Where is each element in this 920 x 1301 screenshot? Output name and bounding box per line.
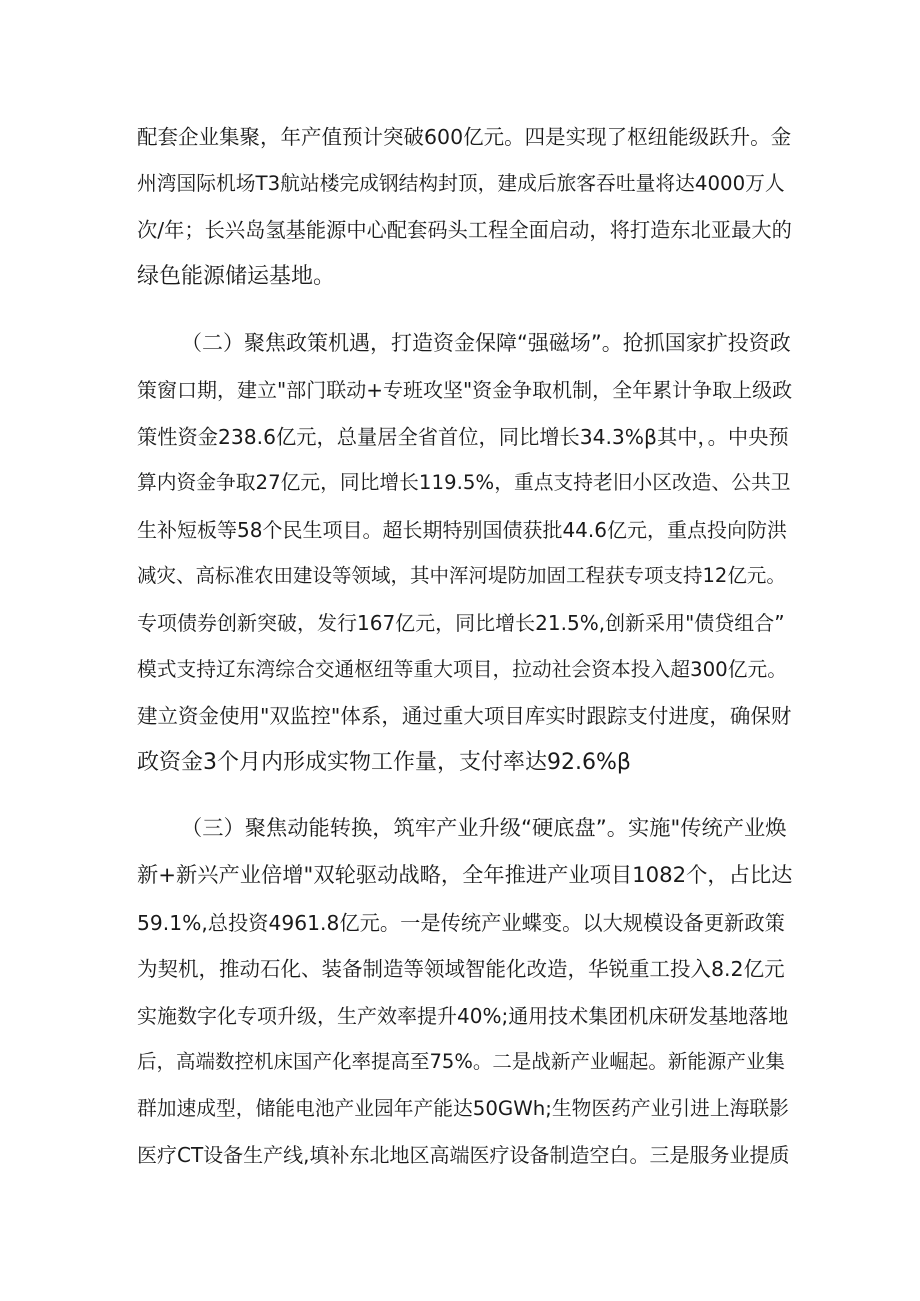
text-line: 州湾国际机场T3航站楼完成钢结构封顶，建成后旅客吞吐量将达4000万人 bbox=[137, 171, 785, 195]
text-line: 为契机，推动石化、装备制造等领域智能化改造，华锐重工投入8.2亿元 bbox=[137, 957, 785, 982]
document-body bbox=[137, 114, 792, 1179]
text-line: 后，高端数控机床国产化率提高至75%。二是战新产业崛起。新能源产业集 bbox=[137, 1050, 785, 1074]
text-line: 医疗CT设备生产线,填补东北地区高端医疗设备制造空白。三是服务业提质 bbox=[137, 1143, 790, 1168]
text-line: （二）聚焦政策机遇，打造资金保障“强磁场”。抢抓国家扩投资政 bbox=[181, 331, 791, 356]
text-line: 建立资金使用"双监控"体系，通过重大项目库实时跟踪支付进度，确保财 bbox=[137, 704, 792, 729]
text-line: 生补短板等58个民生项目。超长期特别国债获批44.6亿元，重点投向防洪 bbox=[137, 517, 787, 542]
text-line: 实施数字化专项升级，生产效率提升40%;通用技术集团机床研发基地落地 bbox=[137, 1003, 789, 1028]
paragraph-gap bbox=[137, 786, 792, 806]
text-line: 绿色能源储运基地。 bbox=[137, 263, 336, 289]
text-line: 策窗口期，建立"部门联动+专班攻坚"资金争取机制，全年累计争取上级政 bbox=[137, 377, 792, 402]
paragraph-p2 bbox=[137, 320, 792, 786]
paragraph-gap bbox=[137, 300, 792, 320]
text-line: 配套企业集聚，年产值预计突破600亿元。四是实现了枢纽能级跃升。金 bbox=[137, 125, 792, 149]
text-line: （三）聚焦动能转换，筑牢产业升级“硬底盘”。实施"传统产业焕 bbox=[181, 816, 787, 842]
text-line: 群加速成型，储能电池产业园年产能达50GWh;生物医药产业引进上海联影 bbox=[137, 1096, 789, 1120]
text-line: 减灾、高标准农田建设等领域，其中浑河堤防加固工程获专项支持12亿元。 bbox=[137, 564, 786, 588]
text-line: 59.1%,总投资4961.8亿元。一是传统产业蝶变。以大规模设备更新政策 bbox=[137, 910, 785, 935]
text-line: 策性资金238.6亿元，总量居全省首位，同比增长34.3%β其中，。中央预 bbox=[137, 424, 789, 449]
text-line: 政资金3个月内形成实物工作量，支付率达92.6%β bbox=[137, 749, 631, 775]
text-line: 专项债券创新突破，发行167亿元，同比增长21.5%,创新采用"债贷组合” bbox=[137, 610, 785, 635]
text-line: 模式支持辽东湾综合交通枢纽等重大项目，拉动社会资本投入超300亿元。 bbox=[137, 657, 787, 681]
text-line: 次/年；长兴岛氢基能源中心配套码头工程全面启动，将打造东北亚最大的 bbox=[137, 218, 792, 243]
paragraph-p3 bbox=[137, 806, 792, 1179]
text-line: 算内资金争取27亿元，同比增长119.5%，重点支持老旧小区改造、公共卫 bbox=[137, 471, 791, 495]
paragraph-p1 bbox=[137, 114, 792, 300]
text-line: 新+新兴产业倍增"双轮驱动战略，全年推进产业项目1082个，占比达 bbox=[137, 862, 792, 888]
